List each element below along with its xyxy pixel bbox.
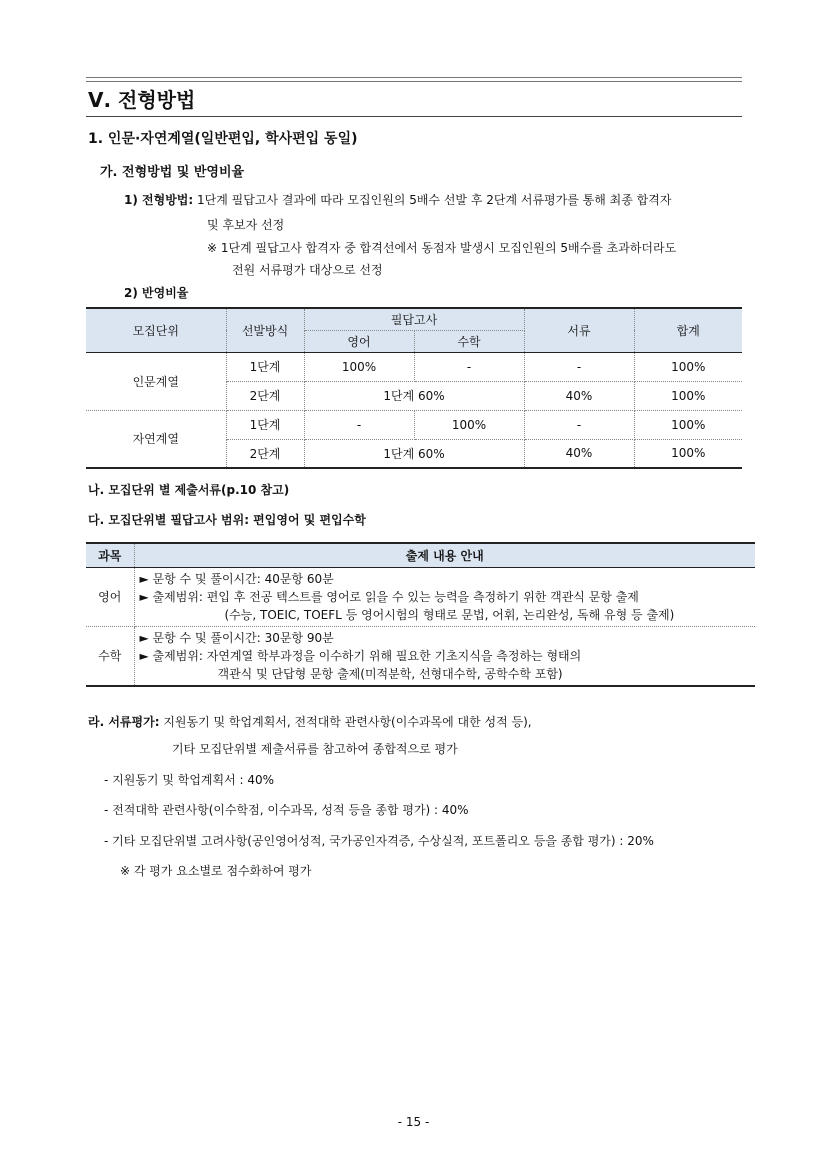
total-cell: 100% xyxy=(634,410,742,439)
header-unit: 모집단위 xyxy=(86,308,226,352)
docs-eval-item: - 전적대학 관련사항(이수학점, 이수과목, 성적 등을 종합 평가) : 40% xyxy=(104,803,469,817)
header-english: 영어 xyxy=(304,330,414,352)
method-text2: 및 후보자 선정 xyxy=(207,218,285,232)
unit-humanities: 인문계열 xyxy=(86,352,226,410)
exam-cell: 1단계 60% xyxy=(304,381,524,410)
subject-english: 영어 xyxy=(86,567,134,626)
subsection-na: 나. 모집단위 별 제출서류(p.10 참고) xyxy=(88,483,290,497)
scope-table xyxy=(86,542,755,687)
english-content xyxy=(134,567,755,626)
stage-cell: 1단계 xyxy=(226,352,304,381)
header-math: 수학 xyxy=(414,330,524,352)
docs-cell: - xyxy=(524,352,634,381)
header-docs: 서류 xyxy=(524,308,634,352)
subsection-da: 다. 모집단위별 필답고사 범위: 편입영어 및 편입수학 xyxy=(88,513,366,527)
unit-natural: 자연계열 xyxy=(86,410,226,468)
title-underline xyxy=(86,116,742,117)
ratio-table xyxy=(86,307,742,469)
header-total: 합계 xyxy=(634,308,742,352)
docs-eval-note: ※ 각 평가 요소별로 점수화하여 평가 xyxy=(120,864,312,878)
total-cell: 100% xyxy=(634,352,742,381)
exam-cell: 1단계 60% xyxy=(304,439,524,468)
header-content: 출제 내용 안내 xyxy=(134,543,755,567)
section-title: 1. 인문·자연계열(일반편입, 학사편입 동일) xyxy=(88,131,358,147)
method-block xyxy=(124,190,671,210)
math-cell: - xyxy=(414,352,524,381)
method-note1: ※ 1단계 필답고사 합격자 중 합격선에서 동점자 발생시 모집인원의 5배수를 초과하더라도 xyxy=(207,241,677,255)
header-subject: 과목 xyxy=(86,543,134,567)
math-content xyxy=(134,626,755,686)
docs-cell: 40% xyxy=(524,381,634,410)
english-cell: - xyxy=(304,410,414,439)
method-note2: 전원 서류평가 대상으로 선정 xyxy=(232,263,383,277)
docs-cell: 40% xyxy=(524,439,634,468)
method-text1: 1단계 필답고사 결과에 따라 모집인원의 5배수 선발 후 2단계 서류평가를 통해 최종 합격자 xyxy=(197,193,672,207)
docs-eval-label: 라. 서류평가: xyxy=(88,715,160,729)
header-exam: 필답고사 xyxy=(304,308,524,330)
stage-cell: 2단계 xyxy=(226,439,304,468)
header-method: 선발방식 xyxy=(226,308,304,352)
english-line1: ► 문항 수 및 풀이시간: 40문항 60분 xyxy=(139,571,334,586)
stage-cell: 2단계 xyxy=(226,381,304,410)
page-number: - 15 - xyxy=(397,1115,430,1129)
method-label: 1) 전형방법: xyxy=(124,193,194,207)
top-rule-inner xyxy=(86,81,742,82)
subject-math: 수학 xyxy=(86,626,134,686)
docs-eval-item: - 지원동기 및 학업계획서 : 40% xyxy=(104,773,275,787)
docs-eval-text1: 지원동기 및 학업계획서, 전적대학 관련사항(이수과목에 대한 성적 등), xyxy=(163,715,532,729)
math-line3: 객관식 및 단답형 문항 출제(미적분학, 선형대수학, 공학수학 포함) xyxy=(217,666,563,681)
math-cell: 100% xyxy=(414,410,524,439)
stage-cell: 1단계 xyxy=(226,410,304,439)
docs-cell: - xyxy=(524,410,634,439)
docs-eval-text2: 기타 모집단위별 제출서류를 참고하여 종합적으로 평가 xyxy=(172,742,458,756)
math-line2: ► 출제범위: 자연계열 학부과정을 이수하기 위해 필요한 기초지식을 측정하는 형태의 xyxy=(139,648,582,663)
total-cell: 100% xyxy=(634,439,742,468)
ratio-label: 2) 반영비율 xyxy=(124,286,189,300)
english-line3: (수능, TOEIC, TOEFL 등 영어시험의 형태로 문법, 어휘, 논리완성, 독해 유형 등 출제) xyxy=(224,607,675,622)
english-line2: ► 출제범위: 편입 후 전공 텍스트를 영어로 읽을 수 있는 능력을 측정하기 위한 객관식 문항 출제 xyxy=(139,589,639,604)
docs-eval-item: - 기타 모집단위별 고려사항(공인영어성적, 국가공인자격증, 수상실적, 포트폴리오 등을 종합 평가) : 20% xyxy=(104,834,654,848)
chapter-title: Ⅴ. 전형방법 xyxy=(88,88,196,112)
math-line1: ► 문항 수 및 풀이시간: 30문항 90분 xyxy=(139,630,334,645)
english-cell: 100% xyxy=(304,352,414,381)
total-cell: 100% xyxy=(634,381,742,410)
top-rule xyxy=(86,77,742,78)
docs-eval-block xyxy=(88,712,532,732)
subsection-ga: 가. 전형방법 및 반영비율 xyxy=(100,165,245,180)
